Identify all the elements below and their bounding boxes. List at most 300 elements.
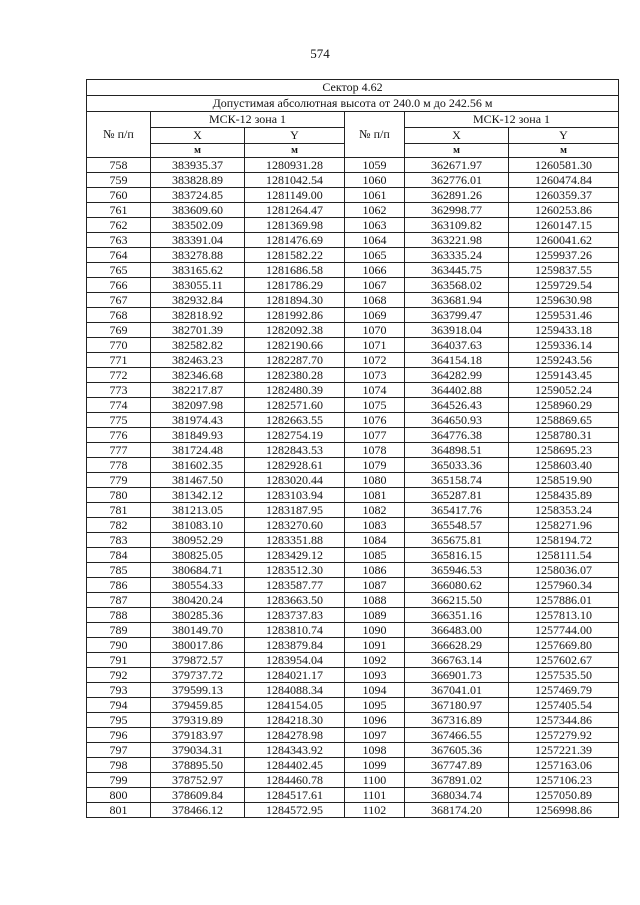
cell-point-number: 1074 bbox=[345, 383, 405, 398]
cell-point-number: 1093 bbox=[345, 668, 405, 683]
cell-x-coordinate: 367891.02 bbox=[405, 773, 509, 788]
cell-y-coordinate: 1258353.24 bbox=[509, 503, 619, 518]
cell-x-coordinate: 368174.20 bbox=[405, 803, 509, 818]
cell-y-coordinate: 1284218.30 bbox=[245, 713, 345, 728]
cell-x-coordinate: 364402.88 bbox=[405, 383, 509, 398]
cell-point-number: 777 bbox=[87, 443, 151, 458]
cell-point-number: 759 bbox=[87, 173, 151, 188]
cell-point-number: 1096 bbox=[345, 713, 405, 728]
unit-y-right: м bbox=[509, 144, 619, 158]
cell-point-number: 1059 bbox=[345, 158, 405, 173]
cell-point-number: 776 bbox=[87, 428, 151, 443]
cell-point-number: 1071 bbox=[345, 338, 405, 353]
cell-x-coordinate: 382818.92 bbox=[151, 308, 245, 323]
cell-point-number: 794 bbox=[87, 698, 151, 713]
cell-x-coordinate: 366901.73 bbox=[405, 668, 509, 683]
table-row bbox=[87, 428, 619, 443]
cell-point-number: 762 bbox=[87, 218, 151, 233]
cell-y-coordinate: 1258435.89 bbox=[509, 488, 619, 503]
cell-x-coordinate: 382932.84 bbox=[151, 293, 245, 308]
unit-x-right: м bbox=[405, 144, 509, 158]
cell-y-coordinate: 1257813.10 bbox=[509, 608, 619, 623]
cell-y-coordinate: 1284278.98 bbox=[245, 728, 345, 743]
table-row bbox=[87, 383, 619, 398]
cell-x-coordinate: 381849.93 bbox=[151, 428, 245, 443]
cell-y-coordinate: 1260253.86 bbox=[509, 203, 619, 218]
cell-point-number: 774 bbox=[87, 398, 151, 413]
cell-x-coordinate: 383391.04 bbox=[151, 233, 245, 248]
cell-point-number: 1085 bbox=[345, 548, 405, 563]
cell-x-coordinate: 367605.36 bbox=[405, 743, 509, 758]
cell-y-coordinate: 1284021.17 bbox=[245, 668, 345, 683]
cell-x-coordinate: 365287.81 bbox=[405, 488, 509, 503]
cell-x-coordinate: 380952.29 bbox=[151, 533, 245, 548]
cell-y-coordinate: 1259433.18 bbox=[509, 323, 619, 338]
cell-x-coordinate: 383502.09 bbox=[151, 218, 245, 233]
cell-x-coordinate: 379034.31 bbox=[151, 743, 245, 758]
cell-y-coordinate: 1257344.86 bbox=[509, 713, 619, 728]
cell-x-coordinate: 379319.89 bbox=[151, 713, 245, 728]
cell-x-coordinate: 380149.70 bbox=[151, 623, 245, 638]
cell-y-coordinate: 1281476.69 bbox=[245, 233, 345, 248]
cell-x-coordinate: 366628.29 bbox=[405, 638, 509, 653]
cell-point-number: 763 bbox=[87, 233, 151, 248]
cell-point-number: 1076 bbox=[345, 413, 405, 428]
cell-x-coordinate: 364650.93 bbox=[405, 413, 509, 428]
cell-y-coordinate: 1281582.22 bbox=[245, 248, 345, 263]
cell-x-coordinate: 367747.89 bbox=[405, 758, 509, 773]
cell-point-number: 782 bbox=[87, 518, 151, 533]
cell-x-coordinate: 362671.97 bbox=[405, 158, 509, 173]
cell-y-coordinate: 1282663.55 bbox=[245, 413, 345, 428]
cell-point-number: 766 bbox=[87, 278, 151, 293]
cell-point-number: 1075 bbox=[345, 398, 405, 413]
cell-point-number: 1077 bbox=[345, 428, 405, 443]
cell-x-coordinate: 379459.85 bbox=[151, 698, 245, 713]
cell-x-coordinate: 379737.72 bbox=[151, 668, 245, 683]
cell-y-coordinate: 1257886.01 bbox=[509, 593, 619, 608]
cell-point-number: 1064 bbox=[345, 233, 405, 248]
cell-point-number: 1090 bbox=[345, 623, 405, 638]
cell-point-number: 1087 bbox=[345, 578, 405, 593]
cell-point-number: 768 bbox=[87, 308, 151, 323]
cell-point-number: 1086 bbox=[345, 563, 405, 578]
cell-y-coordinate: 1282480.39 bbox=[245, 383, 345, 398]
cell-y-coordinate: 1257535.50 bbox=[509, 668, 619, 683]
cell-point-number: 1072 bbox=[345, 353, 405, 368]
cell-x-coordinate: 364898.51 bbox=[405, 443, 509, 458]
cell-x-coordinate: 382346.68 bbox=[151, 368, 245, 383]
cell-y-coordinate: 1258271.96 bbox=[509, 518, 619, 533]
cell-x-coordinate: 378895.50 bbox=[151, 758, 245, 773]
cell-point-number: 800 bbox=[87, 788, 151, 803]
cell-x-coordinate: 380420.24 bbox=[151, 593, 245, 608]
col-header-number-right: № п/п bbox=[345, 112, 405, 158]
coordinates-table-body bbox=[87, 158, 619, 818]
cell-point-number: 1081 bbox=[345, 488, 405, 503]
cell-y-coordinate: 1284517.61 bbox=[245, 788, 345, 803]
cell-y-coordinate: 1259143.45 bbox=[509, 368, 619, 383]
cell-x-coordinate: 383828.89 bbox=[151, 173, 245, 188]
cell-y-coordinate: 1281686.58 bbox=[245, 263, 345, 278]
cell-y-coordinate: 1280931.28 bbox=[245, 158, 345, 173]
table-row bbox=[87, 608, 619, 623]
cell-x-coordinate: 366483.00 bbox=[405, 623, 509, 638]
cell-x-coordinate: 364037.63 bbox=[405, 338, 509, 353]
cell-x-coordinate: 367466.55 bbox=[405, 728, 509, 743]
cell-point-number: 788 bbox=[87, 608, 151, 623]
cell-y-coordinate: 1282287.70 bbox=[245, 353, 345, 368]
cell-point-number: 787 bbox=[87, 593, 151, 608]
table-row bbox=[87, 233, 619, 248]
cell-y-coordinate: 1257279.92 bbox=[509, 728, 619, 743]
cell-point-number: 761 bbox=[87, 203, 151, 218]
cell-y-coordinate: 1284402.45 bbox=[245, 758, 345, 773]
cell-point-number: 796 bbox=[87, 728, 151, 743]
cell-y-coordinate: 1260474.84 bbox=[509, 173, 619, 188]
cell-y-coordinate: 1283810.74 bbox=[245, 623, 345, 638]
col-header-y-left: Y bbox=[245, 128, 345, 144]
cell-x-coordinate: 380684.71 bbox=[151, 563, 245, 578]
cell-point-number: 1063 bbox=[345, 218, 405, 233]
table-row bbox=[87, 353, 619, 368]
cell-x-coordinate: 363568.02 bbox=[405, 278, 509, 293]
cell-y-coordinate: 1259336.14 bbox=[509, 338, 619, 353]
page-number: 574 bbox=[310, 46, 330, 61]
cell-x-coordinate: 363109.82 bbox=[405, 218, 509, 233]
table-row bbox=[87, 758, 619, 773]
cell-point-number: 1062 bbox=[345, 203, 405, 218]
cell-point-number: 783 bbox=[87, 533, 151, 548]
cell-x-coordinate: 383935.37 bbox=[151, 158, 245, 173]
cell-x-coordinate: 380285.36 bbox=[151, 608, 245, 623]
cell-point-number: 1079 bbox=[345, 458, 405, 473]
cell-y-coordinate: 1283351.88 bbox=[245, 533, 345, 548]
cell-point-number: 781 bbox=[87, 503, 151, 518]
cell-x-coordinate: 381213.05 bbox=[151, 503, 245, 518]
cell-y-coordinate: 1257469.79 bbox=[509, 683, 619, 698]
cell-x-coordinate: 382582.82 bbox=[151, 338, 245, 353]
table-row bbox=[87, 248, 619, 263]
table-row bbox=[87, 413, 619, 428]
cell-x-coordinate: 378609.84 bbox=[151, 788, 245, 803]
cell-point-number: 758 bbox=[87, 158, 151, 173]
cell-y-coordinate: 1257744.00 bbox=[509, 623, 619, 638]
table-row bbox=[87, 458, 619, 473]
table-row bbox=[87, 668, 619, 683]
cell-x-coordinate: 362998.77 bbox=[405, 203, 509, 218]
cell-point-number: 1082 bbox=[345, 503, 405, 518]
table-row bbox=[87, 683, 619, 698]
cell-y-coordinate: 1258111.54 bbox=[509, 548, 619, 563]
table-row bbox=[87, 443, 619, 458]
cell-point-number: 1060 bbox=[345, 173, 405, 188]
cell-point-number: 1061 bbox=[345, 188, 405, 203]
cell-x-coordinate: 379599.13 bbox=[151, 683, 245, 698]
cell-y-coordinate: 1282190.66 bbox=[245, 338, 345, 353]
table-row bbox=[87, 308, 619, 323]
cell-y-coordinate: 1283879.84 bbox=[245, 638, 345, 653]
cell-y-coordinate: 1283737.83 bbox=[245, 608, 345, 623]
cell-point-number: 1101 bbox=[345, 788, 405, 803]
cell-y-coordinate: 1258780.31 bbox=[509, 428, 619, 443]
cell-y-coordinate: 1259052.24 bbox=[509, 383, 619, 398]
cell-y-coordinate: 1282571.60 bbox=[245, 398, 345, 413]
cell-y-coordinate: 1260041.62 bbox=[509, 233, 619, 248]
table-row bbox=[87, 188, 619, 203]
cell-x-coordinate: 363681.94 bbox=[405, 293, 509, 308]
cell-point-number: 1094 bbox=[345, 683, 405, 698]
cell-point-number: 764 bbox=[87, 248, 151, 263]
cell-x-coordinate: 379183.97 bbox=[151, 728, 245, 743]
table-row bbox=[87, 473, 619, 488]
cell-point-number: 1092 bbox=[345, 653, 405, 668]
cell-point-number: 793 bbox=[87, 683, 151, 698]
cell-x-coordinate: 381467.50 bbox=[151, 473, 245, 488]
cell-x-coordinate: 367041.01 bbox=[405, 683, 509, 698]
cell-point-number: 1091 bbox=[345, 638, 405, 653]
table-row bbox=[87, 773, 619, 788]
cell-y-coordinate: 1283103.94 bbox=[245, 488, 345, 503]
table-row bbox=[87, 218, 619, 233]
cell-y-coordinate: 1258194.72 bbox=[509, 533, 619, 548]
col-header-x-right: X bbox=[405, 128, 509, 144]
table-row bbox=[87, 743, 619, 758]
cell-x-coordinate: 382217.87 bbox=[151, 383, 245, 398]
cell-x-coordinate: 364282.99 bbox=[405, 368, 509, 383]
cell-y-coordinate: 1281894.30 bbox=[245, 293, 345, 308]
cell-x-coordinate: 365417.76 bbox=[405, 503, 509, 518]
table-row bbox=[87, 593, 619, 608]
cell-y-coordinate: 1258036.07 bbox=[509, 563, 619, 578]
cell-y-coordinate: 1283587.77 bbox=[245, 578, 345, 593]
cell-x-coordinate: 381083.10 bbox=[151, 518, 245, 533]
cell-y-coordinate: 1257602.67 bbox=[509, 653, 619, 668]
cell-y-coordinate: 1260581.30 bbox=[509, 158, 619, 173]
cell-y-coordinate: 1257405.54 bbox=[509, 698, 619, 713]
cell-point-number: 1098 bbox=[345, 743, 405, 758]
table-row bbox=[87, 518, 619, 533]
cell-x-coordinate: 383609.60 bbox=[151, 203, 245, 218]
cell-x-coordinate: 363445.75 bbox=[405, 263, 509, 278]
cell-point-number: 790 bbox=[87, 638, 151, 653]
sector-title: Сектор 4.62 bbox=[87, 80, 619, 96]
table-row bbox=[87, 203, 619, 218]
table-row bbox=[87, 713, 619, 728]
cell-point-number: 784 bbox=[87, 548, 151, 563]
cell-point-number: 760 bbox=[87, 188, 151, 203]
cell-y-coordinate: 1282843.53 bbox=[245, 443, 345, 458]
cell-point-number: 1078 bbox=[345, 443, 405, 458]
cell-y-coordinate: 1281149.00 bbox=[245, 188, 345, 203]
table-row bbox=[87, 488, 619, 503]
cell-x-coordinate: 363221.98 bbox=[405, 233, 509, 248]
zone-header-left: МСК-12 зона 1 bbox=[151, 112, 345, 128]
table-row bbox=[87, 578, 619, 593]
cell-x-coordinate: 381602.35 bbox=[151, 458, 245, 473]
cell-x-coordinate: 380825.05 bbox=[151, 548, 245, 563]
cell-point-number: 1083 bbox=[345, 518, 405, 533]
table-row bbox=[87, 803, 619, 818]
cell-y-coordinate: 1257960.34 bbox=[509, 578, 619, 593]
cell-x-coordinate: 365946.53 bbox=[405, 563, 509, 578]
cell-y-coordinate: 1281264.47 bbox=[245, 203, 345, 218]
coordinates-table bbox=[86, 79, 619, 818]
cell-x-coordinate: 367180.97 bbox=[405, 698, 509, 713]
cell-x-coordinate: 365548.57 bbox=[405, 518, 509, 533]
cell-y-coordinate: 1281786.29 bbox=[245, 278, 345, 293]
cell-point-number: 779 bbox=[87, 473, 151, 488]
cell-point-number: 791 bbox=[87, 653, 151, 668]
cell-x-coordinate: 366763.14 bbox=[405, 653, 509, 668]
cell-point-number: 771 bbox=[87, 353, 151, 368]
cell-x-coordinate: 363335.24 bbox=[405, 248, 509, 263]
cell-y-coordinate: 1258960.29 bbox=[509, 398, 619, 413]
cell-point-number: 1084 bbox=[345, 533, 405, 548]
cell-point-number: 770 bbox=[87, 338, 151, 353]
cell-x-coordinate: 383724.85 bbox=[151, 188, 245, 203]
cell-x-coordinate: 364526.43 bbox=[405, 398, 509, 413]
cell-y-coordinate: 1260147.15 bbox=[509, 218, 619, 233]
cell-point-number: 1065 bbox=[345, 248, 405, 263]
cell-y-coordinate: 1257221.39 bbox=[509, 743, 619, 758]
cell-y-coordinate: 1256998.86 bbox=[509, 803, 619, 818]
cell-x-coordinate: 362776.01 bbox=[405, 173, 509, 188]
table-row bbox=[87, 563, 619, 578]
table-row bbox=[87, 278, 619, 293]
cell-y-coordinate: 1259531.46 bbox=[509, 308, 619, 323]
cell-y-coordinate: 1257669.80 bbox=[509, 638, 619, 653]
cell-y-coordinate: 1259729.54 bbox=[509, 278, 619, 293]
cell-point-number: 792 bbox=[87, 668, 151, 683]
cell-y-coordinate: 1259937.26 bbox=[509, 248, 619, 263]
table-row bbox=[87, 788, 619, 803]
table-row bbox=[87, 653, 619, 668]
cell-point-number: 785 bbox=[87, 563, 151, 578]
cell-point-number: 780 bbox=[87, 488, 151, 503]
cell-y-coordinate: 1283512.30 bbox=[245, 563, 345, 578]
cell-x-coordinate: 383055.11 bbox=[151, 278, 245, 293]
cell-y-coordinate: 1259243.56 bbox=[509, 353, 619, 368]
table-row bbox=[87, 623, 619, 638]
cell-point-number: 767 bbox=[87, 293, 151, 308]
cell-point-number: 1088 bbox=[345, 593, 405, 608]
unit-x-left: м bbox=[151, 144, 245, 158]
cell-x-coordinate: 362891.26 bbox=[405, 188, 509, 203]
table-row bbox=[87, 533, 619, 548]
cell-y-coordinate: 1283663.50 bbox=[245, 593, 345, 608]
zone-header-right: МСК-12 зона 1 bbox=[405, 112, 619, 128]
table-row bbox=[87, 638, 619, 653]
cell-y-coordinate: 1259630.98 bbox=[509, 293, 619, 308]
table-row bbox=[87, 728, 619, 743]
cell-point-number: 765 bbox=[87, 263, 151, 278]
cell-point-number: 772 bbox=[87, 368, 151, 383]
cell-y-coordinate: 1258603.40 bbox=[509, 458, 619, 473]
table-row bbox=[87, 173, 619, 188]
cell-x-coordinate: 365816.15 bbox=[405, 548, 509, 563]
cell-point-number: 1099 bbox=[345, 758, 405, 773]
cell-point-number: 1068 bbox=[345, 293, 405, 308]
cell-y-coordinate: 1258519.90 bbox=[509, 473, 619, 488]
cell-x-coordinate: 365675.81 bbox=[405, 533, 509, 548]
table-row bbox=[87, 368, 619, 383]
cell-x-coordinate: 366351.16 bbox=[405, 608, 509, 623]
cell-point-number: 775 bbox=[87, 413, 151, 428]
cell-x-coordinate: 381342.12 bbox=[151, 488, 245, 503]
cell-x-coordinate: 364776.38 bbox=[405, 428, 509, 443]
cell-y-coordinate: 1281369.98 bbox=[245, 218, 345, 233]
table-row bbox=[87, 323, 619, 338]
cell-y-coordinate: 1281042.54 bbox=[245, 173, 345, 188]
table-row bbox=[87, 338, 619, 353]
cell-point-number: 789 bbox=[87, 623, 151, 638]
cell-point-number: 1097 bbox=[345, 728, 405, 743]
cell-point-number: 1069 bbox=[345, 308, 405, 323]
cell-x-coordinate: 381724.48 bbox=[151, 443, 245, 458]
cell-x-coordinate: 383165.62 bbox=[151, 263, 245, 278]
cell-point-number: 797 bbox=[87, 743, 151, 758]
cell-x-coordinate: 365033.36 bbox=[405, 458, 509, 473]
cell-point-number: 795 bbox=[87, 713, 151, 728]
cell-x-coordinate: 363918.04 bbox=[405, 323, 509, 338]
height-range-subtitle: Допустимая абсолютная высота от 240.0 м до 242.56 м bbox=[87, 96, 619, 112]
cell-y-coordinate: 1282380.28 bbox=[245, 368, 345, 383]
cell-point-number: 798 bbox=[87, 758, 151, 773]
cell-y-coordinate: 1257106.23 bbox=[509, 773, 619, 788]
cell-point-number: 799 bbox=[87, 773, 151, 788]
table-row bbox=[87, 398, 619, 413]
cell-y-coordinate: 1284088.34 bbox=[245, 683, 345, 698]
cell-x-coordinate: 380017.86 bbox=[151, 638, 245, 653]
cell-y-coordinate: 1281992.86 bbox=[245, 308, 345, 323]
cell-point-number: 1089 bbox=[345, 608, 405, 623]
cell-y-coordinate: 1282928.61 bbox=[245, 458, 345, 473]
cell-y-coordinate: 1282092.38 bbox=[245, 323, 345, 338]
cell-x-coordinate: 383278.88 bbox=[151, 248, 245, 263]
cell-x-coordinate: 380554.33 bbox=[151, 578, 245, 593]
cell-x-coordinate: 378752.97 bbox=[151, 773, 245, 788]
cell-x-coordinate: 382701.39 bbox=[151, 323, 245, 338]
cell-x-coordinate: 378466.12 bbox=[151, 803, 245, 818]
cell-y-coordinate: 1257163.06 bbox=[509, 758, 619, 773]
table-row bbox=[87, 293, 619, 308]
cell-point-number: 1080 bbox=[345, 473, 405, 488]
cell-x-coordinate: 382463.23 bbox=[151, 353, 245, 368]
cell-point-number: 1100 bbox=[345, 773, 405, 788]
cell-x-coordinate: 363799.47 bbox=[405, 308, 509, 323]
cell-x-coordinate: 365158.74 bbox=[405, 473, 509, 488]
cell-x-coordinate: 379872.57 bbox=[151, 653, 245, 668]
cell-y-coordinate: 1284343.92 bbox=[245, 743, 345, 758]
cell-y-coordinate: 1257050.89 bbox=[509, 788, 619, 803]
cell-point-number: 786 bbox=[87, 578, 151, 593]
cell-y-coordinate: 1283187.95 bbox=[245, 503, 345, 518]
cell-point-number: 1066 bbox=[345, 263, 405, 278]
cell-y-coordinate: 1284572.95 bbox=[245, 803, 345, 818]
col-header-y-right: Y bbox=[509, 128, 619, 144]
cell-point-number: 1102 bbox=[345, 803, 405, 818]
cell-y-coordinate: 1258695.23 bbox=[509, 443, 619, 458]
col-header-x-left: X bbox=[151, 128, 245, 144]
cell-point-number: 1095 bbox=[345, 698, 405, 713]
cell-y-coordinate: 1283954.04 bbox=[245, 653, 345, 668]
cell-y-coordinate: 1283429.12 bbox=[245, 548, 345, 563]
table-row bbox=[87, 698, 619, 713]
table-row bbox=[87, 503, 619, 518]
cell-y-coordinate: 1282754.19 bbox=[245, 428, 345, 443]
cell-x-coordinate: 366215.50 bbox=[405, 593, 509, 608]
